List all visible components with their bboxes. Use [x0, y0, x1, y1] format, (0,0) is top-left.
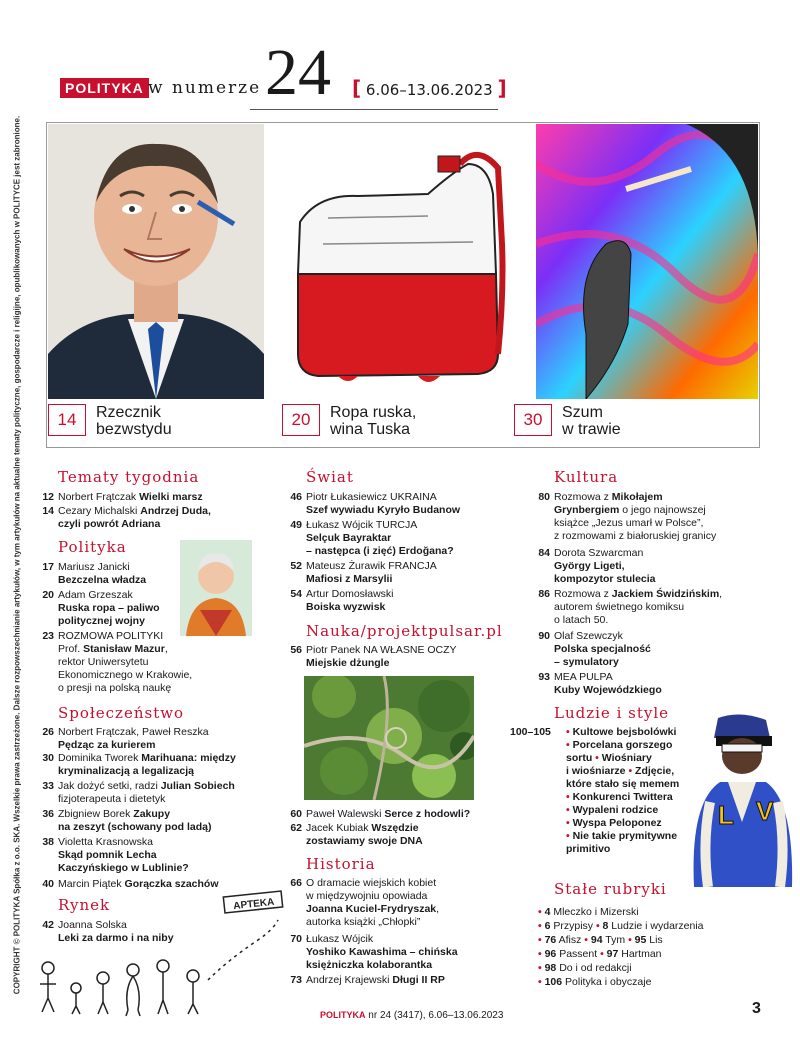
aerial-drawing	[304, 676, 474, 800]
date-range: [ 6.06–13.06.2023 ]	[352, 76, 507, 100]
feature-title: Ropa ruska, wina Tuska	[330, 404, 417, 438]
section-rynek: Rynek	[58, 896, 111, 914]
feature-title: Rzecznik bezwstydu	[96, 404, 172, 438]
ludzie-list	[566, 726, 679, 856]
stale-list[interactable]	[538, 905, 704, 989]
stale-line: • 96 Passent • 97 Hartman	[538, 948, 662, 960]
legal-notice: COPYRIGHT © POLITYKA Spółka z o.o. SKA. Wszelkie prawa zastrzeżone. Dalsze rozpowszechnianie artykułów, w tym artykułów na aktualne tematy polityczne, gospodarcze i religijne, opublikowanych w POLITYCE jest zabronione.	[12, 115, 22, 995]
psychedelic-image	[536, 124, 758, 399]
ludzie-line: • Kultowe bejsbolówki	[566, 726, 677, 738]
section-ludzie: Ludzie i style	[554, 704, 670, 722]
jacket-letter-v: V	[756, 796, 774, 826]
feature-caption-1[interactable]	[48, 400, 264, 444]
stale-line: • 76 Afisz • 94 Tym • 95 Lis	[538, 934, 663, 946]
ludzie-line: • Porcelana gorszego	[566, 739, 673, 751]
header-rule	[250, 109, 498, 110]
jacket-letter-l: L	[718, 800, 734, 830]
section-kultura: Kultura	[554, 468, 619, 486]
caricature-drawing	[48, 124, 264, 399]
ludzie-line: i wiośniarze • Zdjęcie,	[566, 765, 675, 777]
psychedelic-drawing	[536, 124, 758, 399]
sketch-sign-text: APTEKA	[232, 896, 275, 913]
caricature-image	[48, 124, 264, 399]
figure-drawing	[690, 712, 796, 887]
section-stale: Stałe rubryki	[554, 880, 667, 898]
feature-page-number: 20	[282, 404, 320, 436]
stale-line: • 106 Polityka i obyczaje	[538, 976, 652, 988]
stale-line: • 6 Przypisy • 8 Ludzie i wydarzenia	[538, 920, 704, 932]
ludzie-line: • Wypaleni rodzice	[566, 804, 659, 816]
ludzie-line: które stało się memem	[566, 778, 680, 790]
urban-jungle-photo	[304, 676, 474, 800]
section-nauka: Nauka/projektpulsar.pl	[306, 622, 503, 640]
ludzie-line: • Konkurenci Twittera	[566, 791, 673, 803]
stale-line: • 4 Mleczko i Mizerski	[538, 906, 639, 918]
canister-drawing	[278, 124, 506, 399]
section-spoleczenstwo: Społeczeństwo	[58, 704, 185, 722]
page-number: 3	[752, 1000, 761, 1017]
feature-title: Szum w trawie	[562, 404, 621, 438]
stale-line: • 98 Do i od redakcji	[538, 962, 632, 974]
ludzie-line: sortu • Wiośniary	[566, 752, 652, 764]
pharmacy-sketch	[28, 890, 290, 1018]
feature-page-number: 30	[514, 404, 552, 436]
ludzie-line: • Wyspa Peloponez	[566, 817, 662, 829]
polityka-logo: POLITYKA	[60, 78, 149, 98]
feature-page-number: 14	[48, 404, 86, 436]
portrait-drawing	[180, 540, 252, 636]
polityka-portrait	[180, 540, 252, 636]
in-issue-label: w numerze	[148, 78, 262, 98]
canister-image	[278, 124, 506, 399]
issue-number: 24	[265, 36, 331, 109]
section-polityka: Polityka	[58, 538, 127, 556]
sketch-drawing	[28, 890, 290, 1018]
fashion-figure	[690, 712, 796, 887]
section-swiat: Świat	[306, 468, 354, 486]
ludzie-line: primitivo	[566, 843, 611, 855]
section-tematy: Tematy tygodnia	[58, 468, 200, 486]
feature-caption-3[interactable]	[514, 400, 758, 444]
feature-caption-2[interactable]	[282, 400, 506, 444]
ludzie-line: • Nie takie prymitywne	[566, 830, 678, 842]
section-historia: Historia	[306, 855, 376, 873]
footer-line: POLITYKA nr 24 (3417), 6.06–13.06.2023	[320, 1010, 504, 1021]
